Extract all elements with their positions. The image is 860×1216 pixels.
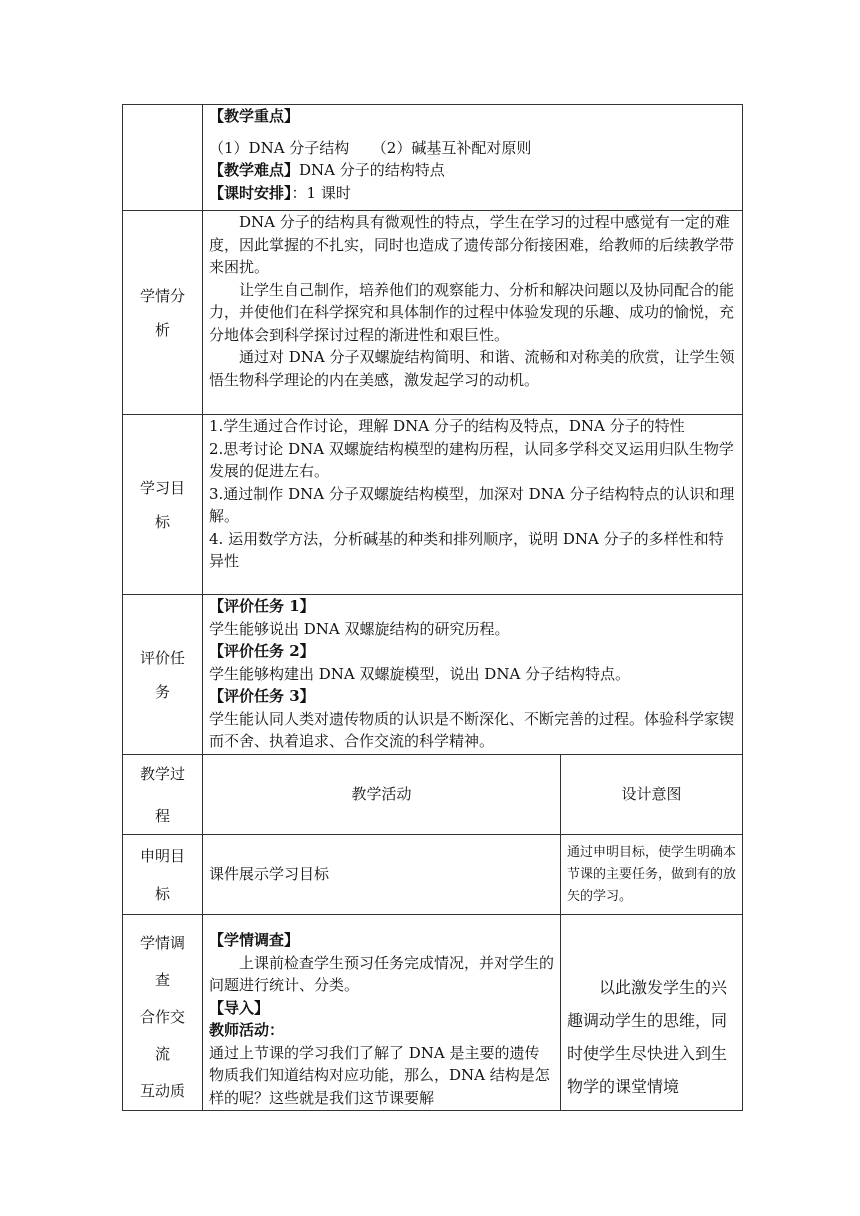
difficulty-text: DNA 分子的结构特点 bbox=[299, 161, 445, 179]
process-label-line2: 程 bbox=[154, 806, 170, 825]
key-points-label-cell bbox=[123, 105, 203, 211]
survey-activity bbox=[203, 915, 561, 1111]
survey-intent-text: 以此激发学生的兴趣调动学生的思维，同时使学生尽快进入到生物学的课堂情境 bbox=[567, 978, 728, 1096]
difficulty-label: 【教学难点】 bbox=[209, 161, 300, 179]
survey-row bbox=[123, 915, 743, 1111]
task-1-text: 学生能够说出 DNA 双螺旋结构的研究历程。 bbox=[209, 619, 510, 638]
schedule-text: ：1 课时 bbox=[291, 183, 351, 202]
analysis-para2: 让学生自己制作，培养他们的观察能力、分析和解决问题以及协同配合的能力，并使他们在科学探究和具体制作的过程中体验发现的乐趣、成功的愉悦，充分地体会到科学探讨过程的渐进性和艰巨性。 bbox=[209, 280, 735, 344]
task-2-label: 【评价任务 2】 bbox=[209, 642, 315, 660]
intro-heading: 【导入】 bbox=[209, 998, 270, 1017]
goal-statement-intent: 通过申明目标，使学生明确本节课的主要任务，做到有的放矢的学习。 bbox=[561, 835, 743, 915]
key-heading: 【教学重点】 bbox=[209, 107, 300, 125]
analysis-para1: DNA 分子的结构具有微观性的特点，学生在学习的过程中感觉有一定的难度，因此掌握的不扎实，同时也造成了遗传部分衔接困难，给教师的后续教学带来困扰。 bbox=[209, 213, 735, 276]
survey-label-line5: 互动质 bbox=[139, 1082, 185, 1100]
goal-statement-row bbox=[123, 835, 743, 915]
survey-label bbox=[123, 915, 203, 1111]
key-points-cell bbox=[203, 105, 743, 211]
tasks-content bbox=[203, 595, 743, 755]
goal-1: 1.学生通过合作讨论，理解 DNA 分子的结构及特点，DNA 分子的特性 bbox=[209, 417, 685, 435]
goal-statement-label-line1: 申明目 bbox=[139, 846, 185, 865]
task-3-text: 学生能认同人类对遗传物质的认识是不断深化、不断完善的过程。体验科学家锲而不舍、执着追求、合作交流的科学精神。 bbox=[209, 709, 735, 750]
goal-statement-label bbox=[123, 835, 203, 915]
analysis-row bbox=[123, 211, 743, 415]
goals-row bbox=[123, 415, 743, 595]
goal-3: 3.通过制作 DNA 分子双螺旋结构模型，加深对 DNA 分子结构特点的认识和理解。 bbox=[209, 484, 735, 525]
survey-intent bbox=[561, 915, 743, 1111]
process-header-row bbox=[123, 755, 743, 835]
survey-label-line4: 流 bbox=[154, 1045, 170, 1063]
survey-label-line1: 学情调 bbox=[139, 934, 185, 952]
lesson-plan-table bbox=[122, 104, 743, 1111]
tasks-row bbox=[123, 595, 743, 755]
survey-label-line2: 查 bbox=[154, 971, 170, 989]
tasks-label-line1: 评价任 bbox=[139, 648, 185, 667]
analysis-para3: 通过对 DNA 分子双螺旋结构简明、和谐、流畅和对称美的欣赏，让学生领悟生物科学理论的内在美感，激发起学习的动机。 bbox=[209, 348, 735, 389]
tasks-label-line2: 务 bbox=[154, 682, 170, 701]
lesson-plan-page bbox=[122, 104, 742, 1111]
survey-label-line3: 合作交 bbox=[139, 1008, 185, 1026]
task-2-text: 学生能够构建出 DNA 双螺旋模型，说出 DNA 分子结构特点。 bbox=[209, 664, 631, 683]
task-1-label: 【评价任务 1】 bbox=[209, 597, 315, 615]
process-label bbox=[123, 755, 203, 835]
key-points-text: （1）DNA 分子结构 （2）碱基互补配对原则 bbox=[209, 138, 532, 157]
tasks-label bbox=[123, 595, 203, 755]
intent-column-header: 设计意图 bbox=[561, 755, 743, 835]
goal-4: 4. 运用数学方法，分析碱基的种类和排列顺序，说明 DNA 分子的多样性和特异性 bbox=[209, 529, 724, 570]
difficulty-line bbox=[209, 159, 736, 182]
task-3-label: 【评价任务 3】 bbox=[209, 687, 315, 705]
goal-statement-activity: 课件展示学习目标 bbox=[203, 835, 561, 915]
analysis-label bbox=[123, 211, 203, 415]
process-label-line1: 教学过 bbox=[139, 764, 185, 783]
teacher-activity-text: 通过上节课的学习我们了解了 DNA 是主要的遗传物质我们知道结构对应功能，那么，DNA 结构是怎样的呢？这些就是我们这节课要解 bbox=[209, 1043, 550, 1107]
analysis-content bbox=[203, 211, 743, 415]
goals-label-line1: 学习目 bbox=[139, 478, 185, 497]
key-points-row bbox=[123, 105, 743, 211]
survey-heading: 【学情调查】 bbox=[209, 931, 300, 949]
goals-content bbox=[203, 415, 743, 595]
goal-2: 2.思考讨论 DNA 双螺旋结构模型的建构历程，认同多学科交叉运用归队生物学发展的促进左右。 bbox=[209, 439, 734, 480]
schedule-line bbox=[209, 182, 736, 205]
schedule-label: 【课时安排】 bbox=[209, 183, 292, 202]
goals-label bbox=[123, 415, 203, 595]
analysis-label-line2: 析 bbox=[154, 320, 170, 339]
analysis-label-line1: 学情分 bbox=[139, 286, 185, 305]
teacher-activity-label: 教师活动： bbox=[209, 1021, 285, 1039]
survey-text: 上课前检查学生预习任务完成情况，并对学生的问题进行统计、分类。 bbox=[209, 953, 555, 994]
goals-label-line2: 标 bbox=[154, 512, 170, 531]
goal-statement-label-line2: 标 bbox=[154, 884, 170, 903]
activity-column-header: 教学活动 bbox=[203, 755, 561, 835]
